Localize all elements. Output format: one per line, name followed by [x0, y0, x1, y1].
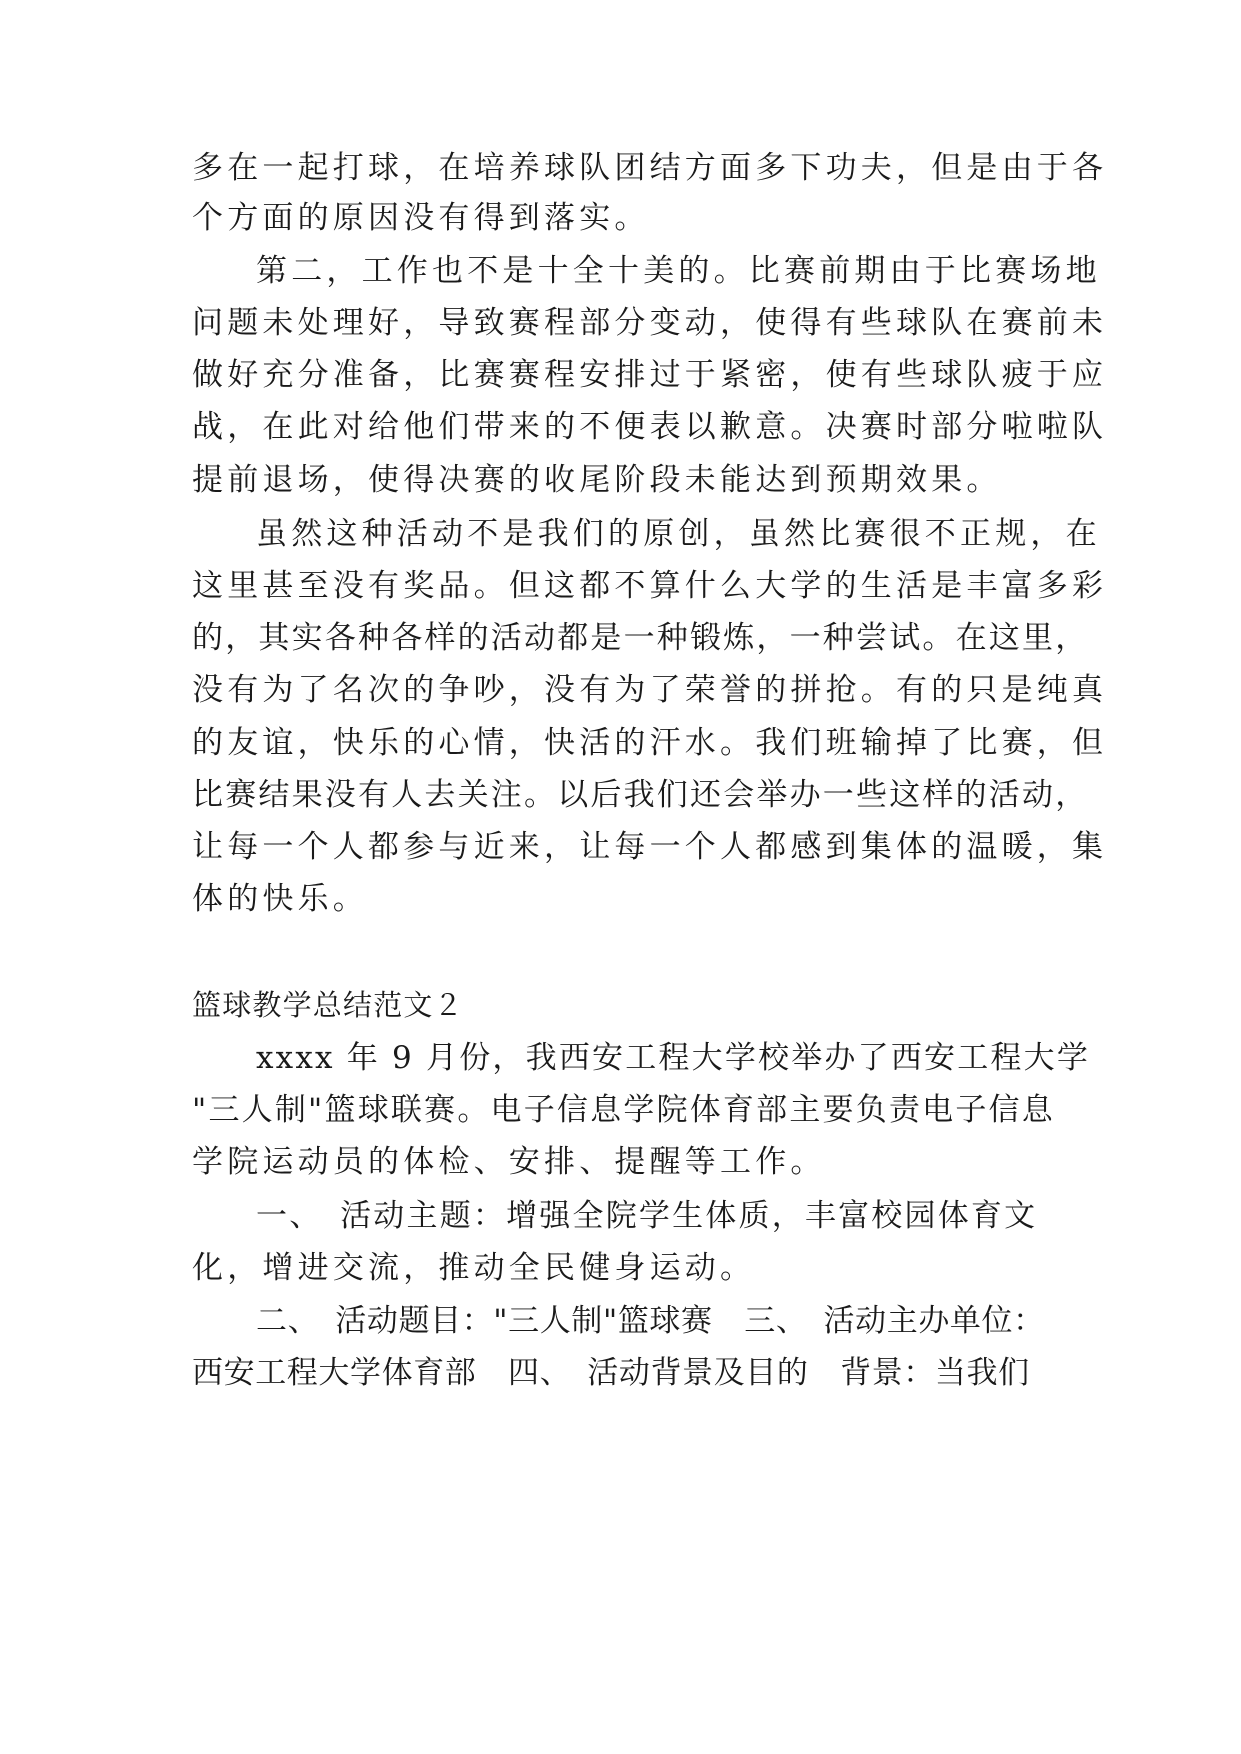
body-text-line: 个方面的原因没有得到落实。	[192, 200, 650, 236]
body-text-line: 让每一个人都参与近来，让每一个人都感到集体的温暖，集	[192, 829, 1108, 865]
paragraph-first-line: 虽然这种活动不是我们的原创，虽然比赛很不正规，在	[256, 516, 1101, 552]
body-text-line: 提前退场，使得决赛的收尾阶段未能达到预期效果。	[192, 462, 1002, 498]
body-text-line: 的，其实各种各样的活动都是一种锻炼，一种尝试。在这里，	[192, 620, 1089, 656]
body-text-line: 多在一起打球，在培养球队团结方面多下功夫，但是由于各	[192, 150, 1108, 186]
body-text-line: 问题未处理好，导致赛程部分变动，使得有些球队在赛前未	[192, 305, 1108, 341]
body-text-line: 比赛结果没有人去关注。以后我们还会举办一些这样的活动，	[192, 777, 1089, 813]
list-item-line: 一、 活动主题：增强全院学生体质，丰富校园体育文	[256, 1198, 1038, 1234]
section-heading: 篮球教学总结范文２	[192, 988, 464, 1022]
body-text-line: 西安工程大学体育部 四、 活动背景及目的 背景：当我们	[192, 1355, 1030, 1391]
list-item-line: 二、 活动题目："三人制"篮球赛 三、 活动主办单位：	[256, 1303, 1045, 1339]
paragraph-first-line: xxxx 年 9 月份，我西安工程大学校举办了西安工程大学	[256, 1040, 1091, 1076]
body-text-line: 学院运动员的体检、安排、提醒等工作。	[192, 1144, 826, 1180]
body-text-line: 体的快乐。	[192, 881, 368, 917]
body-text-line: 做好充分准备，比赛赛程安排过于紧密，使有些球队疲于应	[192, 357, 1108, 393]
body-text-line: "三人制"篮球联赛。电子信息学院体育部主要负责电子信息	[192, 1092, 1055, 1128]
paragraph-first-line: 第二，工作也不是十全十美的。比赛前期由于比赛场地	[256, 253, 1101, 289]
body-text-line: 的友谊，快乐的心情，快活的汗水。我们班输掉了比赛，但	[192, 725, 1108, 761]
body-text-line: 这里甚至没有奖品。但这都不算什么大学的生活是丰富多彩	[192, 568, 1108, 604]
body-text-line: 没有为了名次的争吵，没有为了荣誉的拼抢。有的只是纯真	[192, 672, 1108, 708]
body-text-line: 战，在此对给他们带来的不便表以歉意。决赛时部分啦啦队	[192, 409, 1108, 445]
body-text-line: 化，增进交流，推动全民健身运动。	[192, 1250, 756, 1286]
